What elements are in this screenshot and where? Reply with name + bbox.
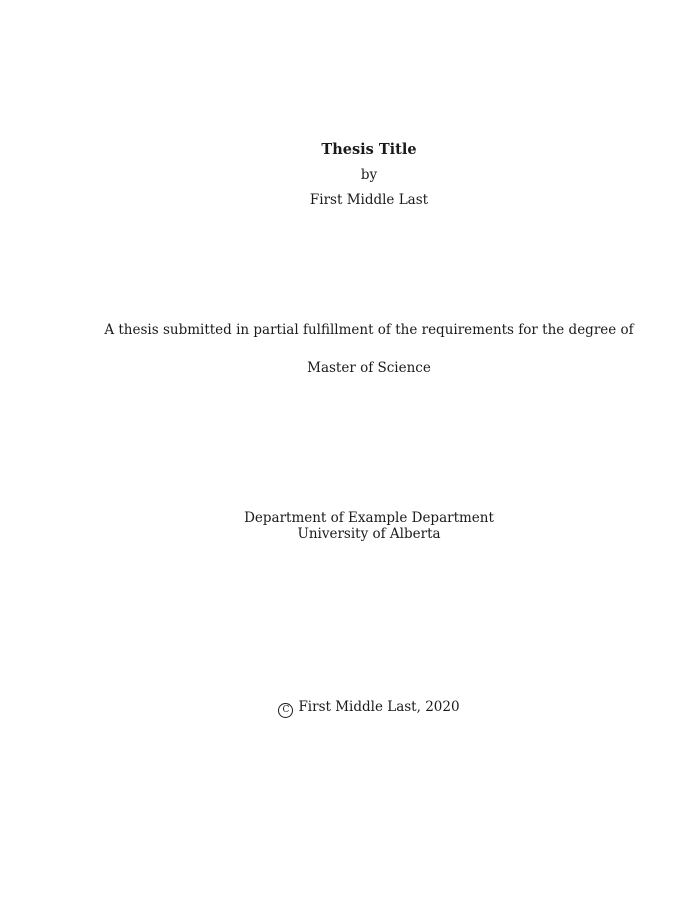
department-name: Department of Example Department bbox=[244, 510, 494, 526]
by-label: by bbox=[360, 167, 378, 183]
author-name: First Middle Last bbox=[309, 192, 429, 208]
thesis-title: Thesis Title bbox=[321, 141, 417, 158]
submission-statement: A thesis submitted in partial fulfillment of the requirements for the degree of bbox=[104, 322, 634, 338]
copyright-icon: C bbox=[278, 703, 293, 718]
degree-name: Master of Science bbox=[307, 360, 431, 376]
copyright-line bbox=[0, 699, 700, 718]
university-name: University of Alberta bbox=[297, 526, 441, 542]
copyright-text: First Middle Last, 2020 bbox=[298, 699, 460, 715]
